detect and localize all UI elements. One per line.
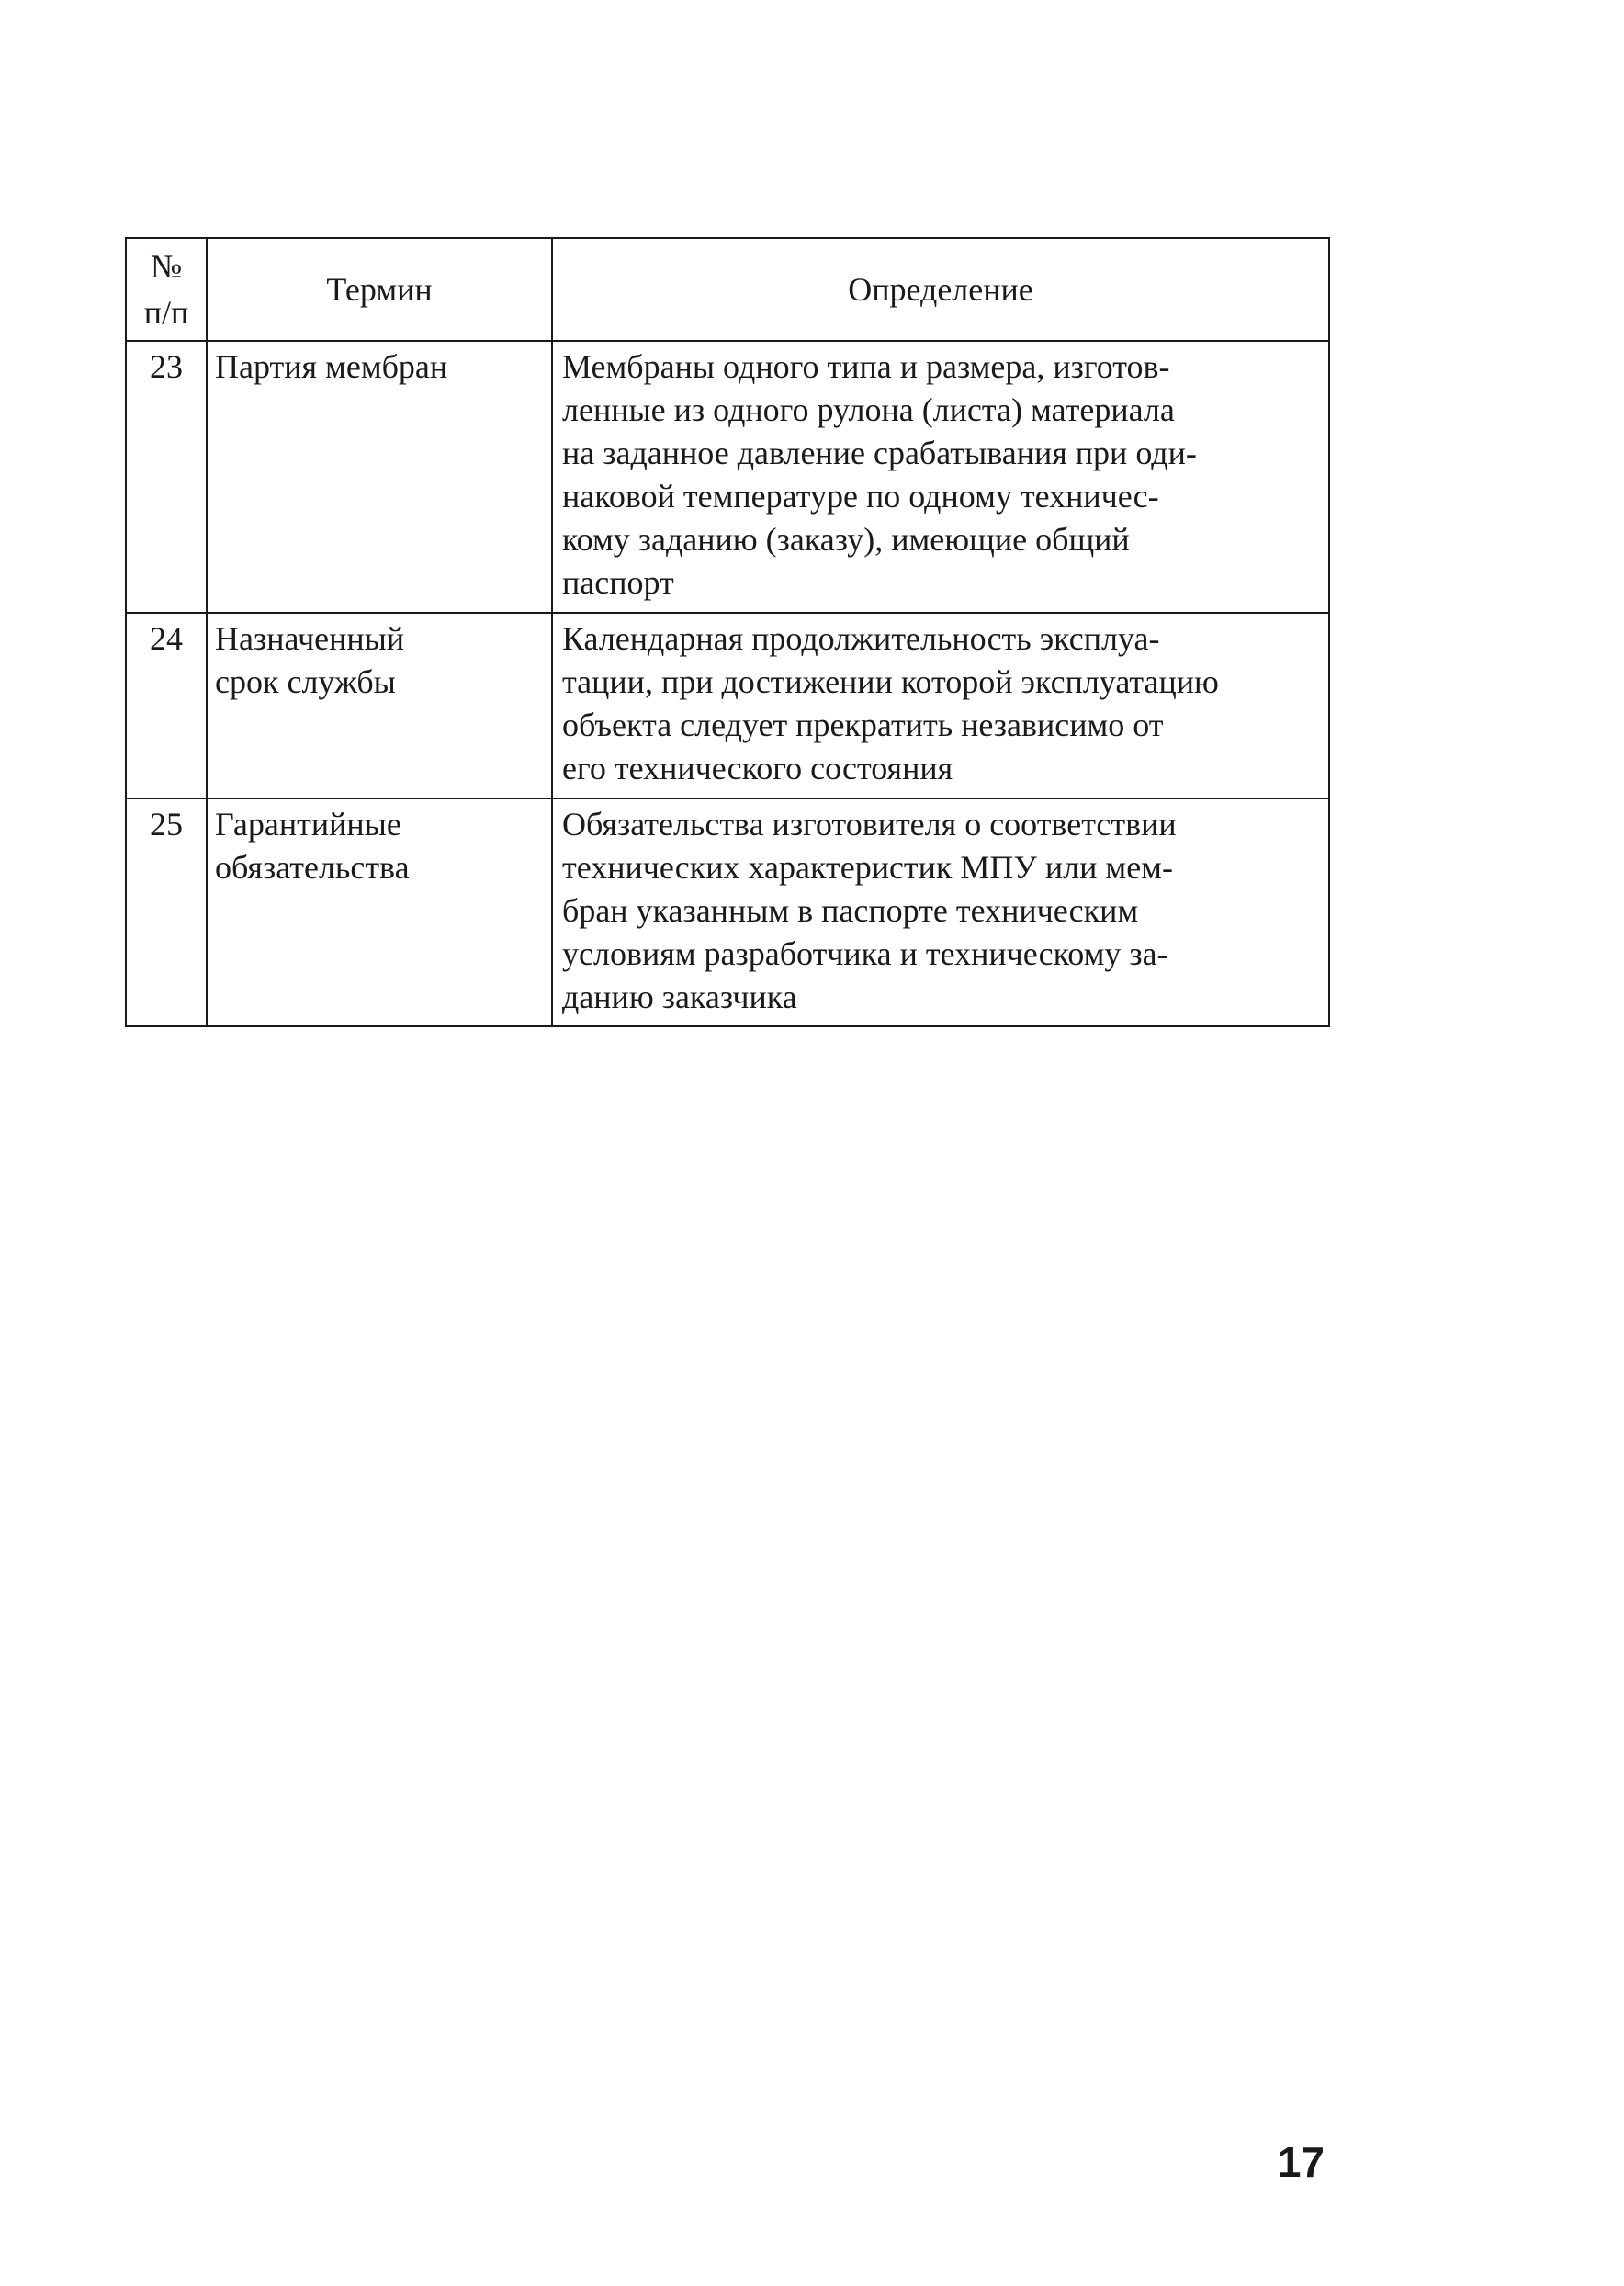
row-number: 24 [126,613,207,798]
table-header-row [126,238,1329,341]
header-number: № п/п [126,238,207,341]
row-term: Партия мембран [207,341,552,613]
row-definition: Мембраны одного типа и размера, изготов- ленные из одного рулона (листа) материала на заданное давление срабатывания при оди- наковой температуре по одному техничес- кому заданию (заказу), имеющие общий паспорт [552,341,1329,613]
header-definition: Определение [552,238,1329,341]
row-term: Гарантийные обязательства [207,798,552,1026]
terms-table [125,237,1330,1027]
row-definition: Обязательства изготовителя о соответствии технических характеристик МПУ или мем- бран указанным в паспорте техническим условиям разработчика и техническому за- данию заказчика [552,798,1329,1026]
table-row [126,341,1329,613]
header-term: Термин [207,238,552,341]
row-term: Назначенный срок службы [207,613,552,798]
page-number: 17 [1277,2138,1325,2186]
row-number: 23 [126,341,207,613]
table-row [126,798,1329,1026]
row-definition: Календарная продолжительность эксплуа- тации, при достижении которой эксплуатацию объекта следует прекратить независимо от его технического состояния [552,613,1329,798]
table-row [126,613,1329,798]
row-number: 25 [126,798,207,1026]
